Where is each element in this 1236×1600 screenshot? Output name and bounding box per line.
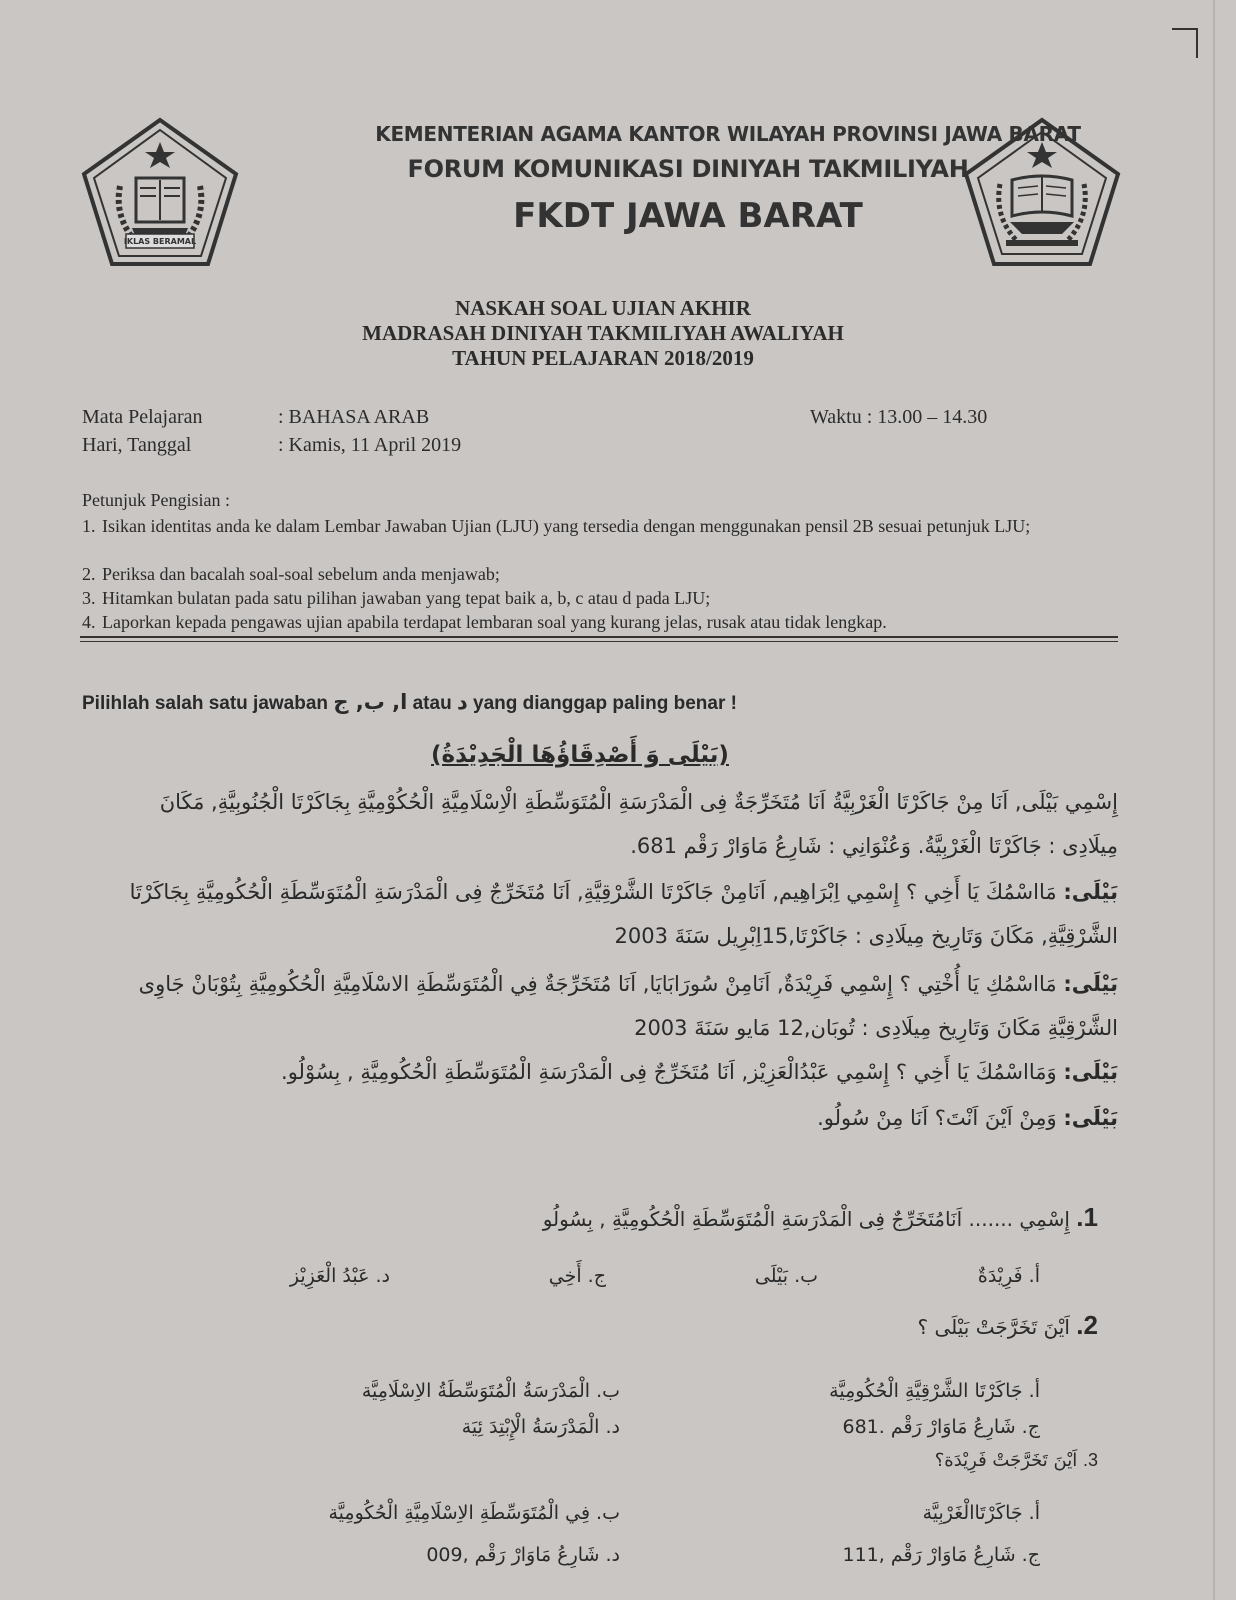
instruction-text: Periksa dan bacalah soal-soal sebelum anda menjawab; <box>102 564 500 584</box>
instruction-item <box>82 514 1112 538</box>
story-paragraph <box>108 1050 1118 1094</box>
option-b[interactable]: ب. فِي الْمُتَوَسِّطَةِ الاِسْلَامِيَّةِ الْحُكُومِيَّة <box>328 1502 620 1524</box>
option-c[interactable]: ج. شَارِعُ مَاوَارْ رَقْم .681 <box>842 1416 1040 1438</box>
crop-mark <box>1172 28 1198 58</box>
forum-header: FORUM KOMUNIKASI DINIYAH TAKMILIYAH <box>407 155 969 183</box>
date-label: Hari, Tanggal <box>82 434 192 456</box>
ministry-header: KEMENTERIAN AGAMA KANTOR WILAYAH PROVINSI JAWA BARAT <box>375 122 1081 146</box>
question-number: 1. <box>1076 1202 1098 1232</box>
option-d[interactable]: د. شَارِعُ مَاوَارْ رَقْم ,009 <box>426 1544 620 1566</box>
directive-middle: atau <box>412 693 452 714</box>
divider-rule <box>80 636 1118 638</box>
option-b[interactable]: ب. الْمَدْرَسَةُ الْمُتَوَسِّطَةُ الاِسْلَامِيَّة <box>361 1380 620 1402</box>
instruction-item <box>82 586 1112 610</box>
question-2 <box>98 1310 1098 1341</box>
instructions-heading: Petunjuk Pengisian : <box>82 490 230 510</box>
speaker-name: بَيْلَى: <box>1063 972 1118 996</box>
instruction-number: 2. <box>82 564 96 584</box>
question-number: 2. <box>1076 1310 1098 1340</box>
question-number: 3. <box>1082 1450 1098 1470</box>
exam-title-line1: NASKAH SOAL UJIAN AKHIR <box>455 296 751 320</box>
question-text: اَيْنَ تَخَرَّجَتْ بَيْلَى ؟ <box>917 1315 1070 1339</box>
speaker-name: بَيْلَى: <box>1063 1106 1118 1130</box>
instruction-number: 4. <box>82 612 96 632</box>
instruction-item <box>82 610 1112 634</box>
option-a[interactable]: أ. فَرِيْدَةٌ <box>977 1265 1040 1287</box>
subject-label: Mata Pelajaran <box>82 406 203 428</box>
dialogue-text: مَااسْمُكِ يَا أُخْتِي ؟ إِسْمِي فَرِيْدَةٌ, اَنَامِنْ سُورَابَايَا, اَنَا مُتَخَرِّجَةٌ فِي الْمُتَوَسِّطَةِ الاسْلَامِيَّةِ الْحُكُومِيَّةِ بِتُوْبَانْ جَاوِى الشَّرْقِيَّةِ مَكَانَ وَتَارِيخ مِيلَادِى : تُوبَان,12 مَايو سَنَةَ 2003 <box>138 972 1118 1040</box>
dialogue-text: وَمَااسْمُكَ يَا أَخِي ؟ إِسْمِي عَبْدُالْعَزِيْز, اَنَا مُتَخَرِّجٌ فِى الْمَدْرَسَةِ الْمُتَوَسِّطَةِ الْحُكُومِيَّةِ , بِسُوْلُو. <box>281 1060 1057 1084</box>
story-title: (بَيْلَى وَ أَصْدِقَاؤُهَا الْجَدِيْدَةُ) <box>431 742 729 768</box>
answer-directive <box>82 690 737 715</box>
directive-suffix: yang dianggap paling benar ! <box>473 693 737 714</box>
date-value: : Kamis, 11 April 2019 <box>278 434 462 456</box>
story-paragraph <box>108 1096 1118 1140</box>
option-b[interactable]: ب. بَيْلَى <box>754 1265 818 1287</box>
dialogue-text: مَااسْمُكَ يَا أَخِي ؟ إِسْمِي اِبْرَاهِيم, اَنَامِنْ جَاكَرْتَا الشَّرْقِيَّةِ, اَنَا مُتَخَرِّجٌ فِى الْمَدْرَسَةِ الْمُتَوَسِّطَةِ الْحُكُومِيَّةِ بِجَاكَرْتَا الشَّرْقِيَّةِ, مَكَانَ وَتَارِيخ مِيلَادِى : جَاكَرْتَا,15اِبْرِيل سَنَةَ 2003 <box>129 880 1118 948</box>
directive-letters: ا, ب, ج <box>333 690 408 714</box>
option-d[interactable]: د. عَبْدُ الْعَزِيْز <box>289 1265 390 1287</box>
exam-title-line3: TAHUN PELAJARAN 2018/2019 <box>452 346 754 370</box>
option-d[interactable]: د. الْمَدْرَسَةُ الْإِبْتِدَ ئِيَة <box>461 1416 620 1438</box>
question-3 <box>98 1450 1098 1471</box>
instruction-number: 3. <box>82 588 96 608</box>
option-a[interactable]: أ. جَاكَرْتَاالْغَرْبِيَّة <box>922 1502 1040 1524</box>
speaker-name: بَيْلَى: <box>1063 1060 1118 1084</box>
option-c[interactable]: ج. شَارِعُ مَاوَارْ رَقْم ,111 <box>842 1544 1040 1566</box>
instruction-item <box>82 562 1112 586</box>
dialogue-text: وَمِنْ اَيْنَ اَنْتَ؟ اَنَا مِنْ سُولُو. <box>817 1106 1057 1130</box>
story-paragraph <box>108 962 1118 1050</box>
divider-rule <box>80 641 1118 642</box>
org-header: FKDT JAWA BARAT <box>513 196 863 236</box>
option-c[interactable]: ج. أَخِي <box>548 1265 606 1287</box>
question-text: إِسْمِي ....... اَنَامُتَخَرِّجٌ فِى الْمَدْرَسَةِ الْمُتَوَسِّطَةِ الْحُكُومِيَّةِ , بِسُولُو <box>542 1207 1070 1231</box>
speaker-name: بَيْلَى: <box>1063 880 1118 904</box>
story-paragraph <box>108 870 1118 958</box>
subject-value: : BAHASA ARAB <box>278 406 430 428</box>
page-edge <box>1213 0 1215 1600</box>
directive-prefix: Pilihlah salah satu jawaban <box>82 693 329 714</box>
question-text: اَيْنَ تَخَرَّجَتْ فَرِيْدَة؟ <box>934 1450 1078 1471</box>
story-paragraph: إِسْمِي بَيْلَى, اَنَا مِنْ جَاكَرْتَا الْغَرْبِيَّةُ اَنَا مُتَخَرِّجَةٌ فِى الْمَدْرَسَةِ الْمُتَوَسِّطَةِ الْاِسْلَامِيَّةِ الْحُكُوْمِيَّةِ بِجَاكَرْتَا الْجُنُوبِيَّةِ, مَكَانَ مِيلَادِى : جَاكَرْتَا الْغَرْبِيَّةُ. وَعُنْوَانِي : شَارِعُ مَاوَارْ رَقْم 681. <box>159 790 1118 858</box>
question-1 <box>98 1202 1098 1233</box>
instruction-number: 1. <box>82 516 96 536</box>
exam-time: Waktu : 13.00 – 14.30 <box>810 406 988 428</box>
instruction-text: Laporkan kepada pengawas ujian apabila terdapat lembaran soal yang kurang jelas, rusak atau tidak lengkap. <box>102 612 887 632</box>
svg-text:IKLAS BERAMAL: IKLAS BERAMAL <box>123 237 197 246</box>
instruction-text: Hitamkan bulatan pada satu pilihan jawaban yang tepat baik a, b, c atau d pada LJU; <box>102 588 711 608</box>
directive-last-letter: د <box>456 690 468 714</box>
exam-title-line2: MADRASAH DINIYAH TAKMILIYAH AWALIYAH <box>362 321 844 345</box>
instruction-text: Isikan identitas anda ke dalam Lembar Jawaban Ujian (LJU) yang tersedia dengan menggunakan pensil 2B sesuai petunjuk LJU; <box>102 516 1031 536</box>
option-a[interactable]: أ. جَاكَرْتَا الشَّرْقِيَّةِ الْحُكُومِيَّة <box>829 1380 1040 1402</box>
